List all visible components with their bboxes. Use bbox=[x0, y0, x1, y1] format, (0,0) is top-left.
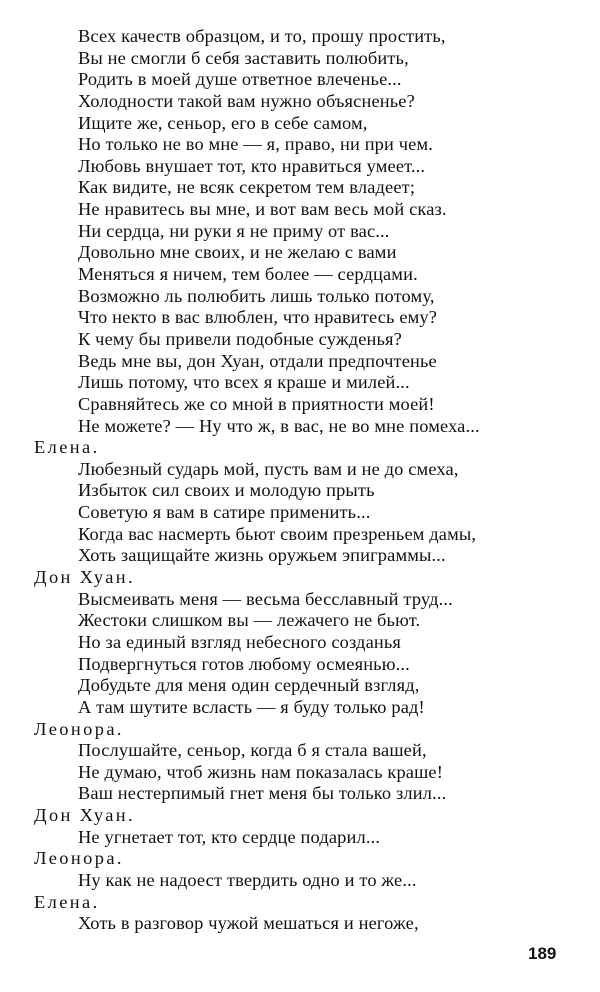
verse-line: Любовь внушает тот, кто нравиться умеет... bbox=[78, 155, 426, 176]
verse-line: Сравняйтесь же со мной в приятности моей! bbox=[78, 393, 435, 414]
verse-line: Лишь потому, что всех я краше и милей... bbox=[78, 372, 410, 393]
verse-line: Но за единый взгляд небесного созданья bbox=[78, 631, 402, 652]
verse-line: Возможно ль полюбить лишь только потому, bbox=[78, 285, 435, 306]
verse-line: Но только не во мне — я, право, ни при чем. bbox=[78, 134, 434, 155]
verse-line: А там шутите всласть — я буду только рад! bbox=[78, 696, 425, 717]
speaker-name: Дон Хуан. bbox=[34, 567, 135, 588]
verse-line: Холодности такой вам нужно объясненье? bbox=[78, 90, 415, 111]
verse-line: Советую я вам в сатире применить... bbox=[78, 502, 371, 523]
verse-line: Как видите, не всяк секретом тем владеет; bbox=[78, 177, 416, 198]
verse-line: Ни сердца, ни руки я не приму от вас... bbox=[78, 220, 390, 241]
verse-line: Когда вас насмерть бьют своим презреньем дамы, bbox=[78, 523, 477, 544]
verse-line: Не угнетает тот, кто сердце подарил... bbox=[78, 826, 381, 847]
verse-line: Не думаю, чтоб жизнь нам показалась краше! bbox=[78, 761, 444, 782]
speaker-name: Елена. bbox=[34, 891, 100, 912]
verse-line: Подвергнуться готов любому осмеянью... bbox=[78, 653, 410, 674]
speaker-name: Елена. bbox=[34, 437, 100, 458]
verse-line: Высмеивать меня — весьма бесславный труд... bbox=[78, 588, 453, 609]
verse-line: Ищите же, сеньор, его в себе самом, bbox=[78, 112, 368, 133]
verse-line: Довольно мне своих, и не желаю с вами bbox=[78, 242, 397, 263]
verse-line: Не можете? — Ну что ж, в вас, не во мне помеха... bbox=[78, 415, 480, 436]
speaker-name: Леонора. bbox=[34, 718, 124, 739]
verse-line: Ведь мне вы, дон Хуан, отдали предпочтенье bbox=[78, 350, 437, 371]
verse-line: Всех качеств образцом, и то, прошу простить, bbox=[78, 26, 446, 46]
verse-line: Добудьте для меня один сердечный взгляд, bbox=[78, 675, 420, 696]
verse-line: Хоть защищайте жизнь оружьем эпиграммы... bbox=[78, 545, 446, 566]
play-text bbox=[34, 26, 574, 935]
verse-line: Что некто в вас влюблен, что нравитесь ему? bbox=[78, 307, 438, 328]
verse-line: Любезный сударь мой, пусть вам и не до смеха, bbox=[78, 458, 459, 479]
verse-line: Хоть в разговор чужой мешаться и негоже, bbox=[78, 913, 419, 934]
verse-line: Вы не смогли б себя заставить полюбить, bbox=[78, 47, 409, 68]
verse-line: Ваш нестерпимый гнет меня бы только злил... bbox=[78, 783, 447, 804]
verse-line: Родить в моей душе ответное влеченье... bbox=[78, 69, 402, 90]
verse-line: Жестоки слишком вы — лежачего не бьют. bbox=[78, 610, 421, 631]
speaker-name: Леонора. bbox=[34, 848, 124, 869]
verse-line: К чему бы привели подобные сужденья? bbox=[78, 328, 402, 349]
speaker-name: Дон Хуан. bbox=[34, 805, 135, 826]
verse-line: Меняться я ничем, тем более — сердцами. bbox=[78, 264, 418, 285]
verse-line: Не нравитесь вы мне, и вот вам весь мой сказ. bbox=[78, 199, 447, 220]
verse-line: Избыток сил своих и молодую прыть bbox=[78, 480, 375, 501]
verse-line: Ну как не надоест твердить одно и то же... bbox=[78, 869, 417, 890]
page-number: 189 bbox=[528, 944, 557, 963]
verse-line: Послушайте, сеньор, когда б я стала вашей, bbox=[78, 740, 427, 761]
